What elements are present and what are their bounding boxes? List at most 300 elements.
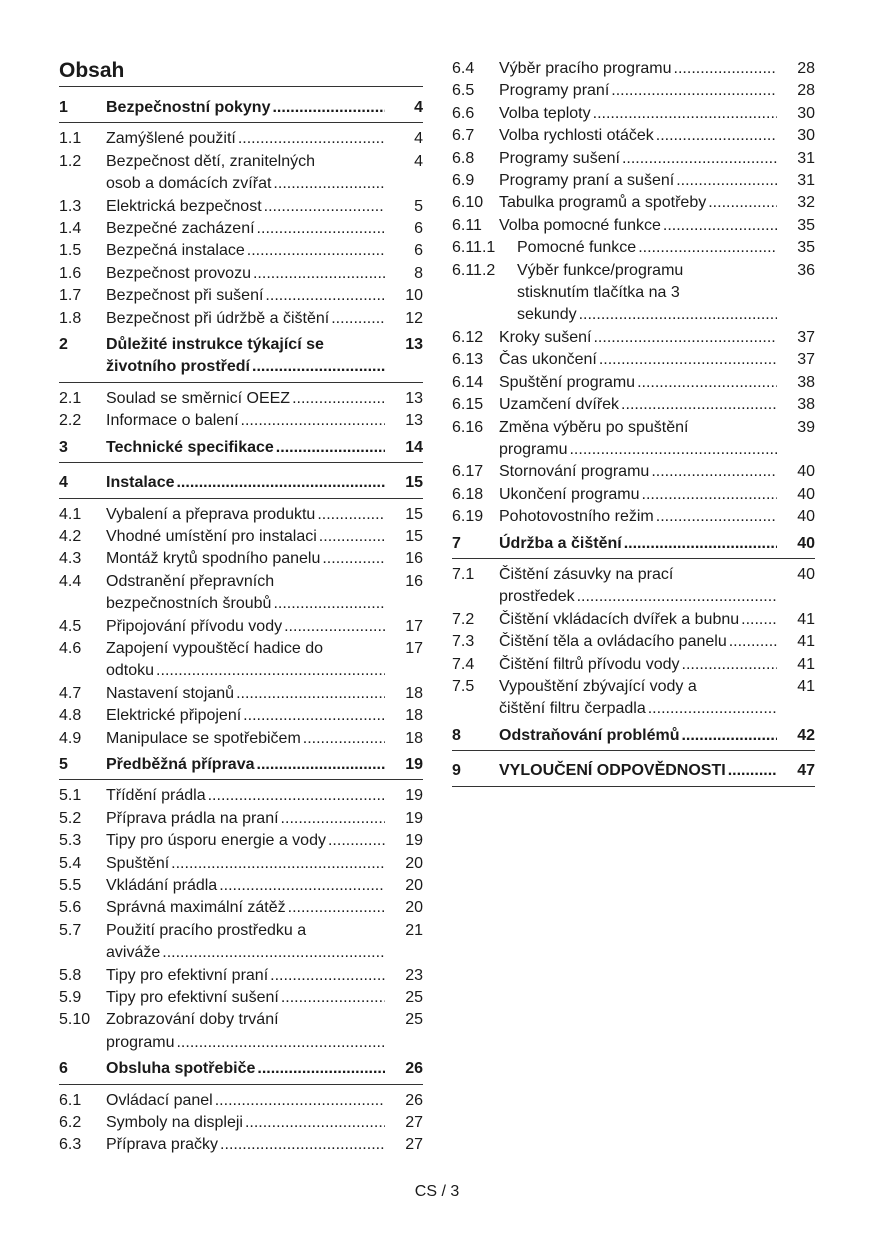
toc-entry-row[interactable] <box>59 875 423 897</box>
toc-entry-page: 21 <box>405 921 423 939</box>
toc-dot-leader <box>171 853 385 875</box>
toc-entry-title-line: aviváže <box>106 944 161 962</box>
toc-entry-number: 4.2 <box>59 527 82 545</box>
toc-entry-title <box>106 334 387 379</box>
toc-entry-page: 41 <box>797 633 815 651</box>
toc-entry-title-line: Výběr funkce/programu <box>517 261 684 279</box>
toc-dot-leader <box>288 897 385 919</box>
toc-entry-title <box>106 808 387 830</box>
toc-dot-leader <box>741 609 777 631</box>
toc-entry-number: 7.3 <box>452 633 475 651</box>
toc-entry-number: 5 <box>59 755 68 773</box>
toc-entry-row[interactable] <box>59 128 423 150</box>
toc-entry-row[interactable] <box>452 192 815 214</box>
toc-entry-row[interactable] <box>452 564 815 609</box>
toc-entry-title <box>106 1134 387 1156</box>
toc-entry-title-line: Bezpečné zacházení <box>106 220 255 238</box>
toc-entry-title <box>106 683 387 705</box>
toc-entry-number: 5.3 <box>59 832 82 850</box>
toc-section-row[interactable] <box>452 721 815 751</box>
toc-entry-title <box>106 285 387 307</box>
toc-entry-title <box>499 725 779 747</box>
toc-dot-leader <box>622 148 777 170</box>
toc-entry-title <box>499 170 779 192</box>
toc-entry-title-line: Tipy pro efektivní sušení <box>106 989 279 1007</box>
toc-entry-page: 40 <box>797 508 815 526</box>
toc-section-row[interactable] <box>59 1054 423 1084</box>
toc-entry-title <box>106 472 387 494</box>
toc-dot-leader <box>176 1032 385 1054</box>
toc-entry-number: 4.5 <box>59 617 82 635</box>
toc-entry-title-line: Pohotovostního režim <box>499 508 654 526</box>
toc-entry-number: 1.8 <box>59 309 82 327</box>
toc-entry-number: 5.10 <box>59 1011 91 1029</box>
toc-dot-leader <box>208 785 385 807</box>
toc-entry-title <box>106 754 387 776</box>
toc-section-row[interactable] <box>452 529 815 559</box>
toc-dot-leader <box>264 196 385 218</box>
toc-entry-page: 38 <box>797 396 815 414</box>
toc-entry-page: 5 <box>414 197 423 215</box>
toc-entry-row[interactable] <box>452 327 815 349</box>
toc-entry-row[interactable] <box>452 148 815 170</box>
toc-entry-page: 19 <box>405 755 423 773</box>
toc-entry-title-line: Ukončení programu <box>499 485 640 503</box>
toc-entry-row[interactable] <box>59 285 423 307</box>
toc-entry-page: 8 <box>414 264 423 282</box>
toc-entry-number: 6.15 <box>452 396 484 414</box>
toc-entry-title-line: Odstraňování problémů <box>499 726 680 744</box>
toc-entry-title-line: Tabulka programů a spotřeby <box>499 194 707 212</box>
toc-entry-row[interactable] <box>59 920 423 965</box>
toc-entry-row[interactable] <box>452 676 815 721</box>
toc-entry-page: 41 <box>797 677 815 695</box>
toc-entry-title-line: Čištění filtrů přívodu vody <box>499 655 680 673</box>
toc-entry-row[interactable] <box>452 461 815 483</box>
toc-entry-row[interactable] <box>59 808 423 830</box>
toc-entry-page: 13 <box>405 389 423 407</box>
toc-entry-title-line: Informace o balení <box>106 412 239 430</box>
toc-entry-number: 4.1 <box>59 505 82 523</box>
toc-entry-row[interactable] <box>452 260 815 327</box>
toc-entry-title-line: Manipulace se spotřebičem <box>106 729 301 747</box>
toc-dot-leader <box>281 987 385 1009</box>
toc-entry-row[interactable] <box>59 853 423 875</box>
toc-entry-title <box>106 240 387 262</box>
toc-entry-title-line: Programy sušení <box>499 149 620 167</box>
toc-dot-leader <box>656 125 777 147</box>
toc-entry-number: 7.5 <box>452 677 475 695</box>
toc-entry-title-line: Programy praní a sušení <box>499 172 675 190</box>
toc-entry-row[interactable] <box>59 571 423 616</box>
toc-entry-page: 13 <box>405 412 423 430</box>
toc-entry-title-line: Symboly na displeji <box>106 1114 243 1132</box>
toc-entry-title <box>106 853 387 875</box>
toc-entry-title <box>106 571 387 616</box>
toc-dot-leader <box>253 263 385 285</box>
toc-entry-title-line: Vkládání prádla <box>106 877 218 894</box>
toc-entry-number: 6.12 <box>452 328 484 346</box>
toc-entry-row[interactable] <box>59 987 423 1009</box>
toc-entry-number: 9 <box>452 762 461 780</box>
toc-entry-title <box>499 327 779 349</box>
toc-list-right <box>452 58 815 787</box>
toc-dot-leader <box>281 808 385 830</box>
toc-entry-page: 4 <box>414 152 423 170</box>
toc-dot-leader <box>270 965 385 987</box>
toc-entry-title <box>499 533 779 555</box>
toc-entry-title <box>499 372 779 394</box>
toc-dot-leader <box>728 760 777 782</box>
toc-entry-title-line: Čištění těla a ovládacího panelu <box>499 633 727 651</box>
toc-entry-page: 30 <box>797 104 815 122</box>
toc-entry-page: 10 <box>405 287 423 305</box>
toc-entry-number: 4.8 <box>59 707 82 725</box>
toc-entry-number: 7 <box>452 534 461 552</box>
toc-entry-title <box>106 987 387 1009</box>
toc-dot-leader <box>593 103 777 125</box>
toc-entry-title-line: Zamýšlené použití <box>106 130 236 148</box>
toc-dot-leader <box>708 192 777 214</box>
toc-entry-title <box>499 58 779 80</box>
toc-entry-title <box>499 80 779 102</box>
toc-entry-number: 6.11.2 <box>452 261 496 279</box>
toc-entry-page: 12 <box>405 309 423 327</box>
toc-entry-page: 6 <box>414 242 423 260</box>
toc-entry-row[interactable] <box>59 683 423 705</box>
toc-dot-leader <box>303 728 385 750</box>
toc-entry-page: 36 <box>797 261 815 279</box>
toc-entry-page: 18 <box>405 684 423 702</box>
toc-dot-leader <box>236 683 385 705</box>
toc-entry-row[interactable] <box>59 218 423 240</box>
toc-entry-title <box>499 125 779 147</box>
toc-entry-page: 16 <box>405 550 423 568</box>
toc-entry-row[interactable] <box>452 103 815 125</box>
toc-entry-title-line: Kroky sušení <box>499 328 592 346</box>
toc-entry-row[interactable] <box>452 170 815 192</box>
toc-entry-title <box>106 128 387 150</box>
toc-entry-number: 7.1 <box>452 565 475 583</box>
toc-dot-leader <box>322 548 385 570</box>
toc-entry-row[interactable] <box>452 417 815 462</box>
toc-entry-number: 4 <box>59 474 68 492</box>
toc-entry-page: 38 <box>797 373 815 391</box>
toc-entry-title-line: stisknutím tlačítka na 3 <box>517 284 680 302</box>
toc-dot-leader <box>257 1058 385 1080</box>
toc-entry-title-line: Elektrická bezpečnost <box>106 197 262 215</box>
toc-entry-number: 6.8 <box>452 149 475 167</box>
toc-entry-page: 16 <box>405 572 423 590</box>
toc-dot-leader <box>577 586 777 608</box>
toc-entry-title-line: Údržba a čištění <box>499 534 622 552</box>
toc-entry-page: 17 <box>405 617 423 635</box>
toc-entry-page: 25 <box>405 989 423 1007</box>
toc-entry-row[interactable] <box>452 125 815 147</box>
toc-dot-leader <box>579 304 777 326</box>
toc-dot-leader <box>663 215 777 237</box>
toc-dot-leader <box>284 616 385 638</box>
toc-entry-row[interactable] <box>59 830 423 852</box>
page-footer: CS / 3 <box>414 1183 460 1200</box>
toc-dot-leader <box>317 504 385 526</box>
toc-entry-number: 1.2 <box>59 152 82 170</box>
toc-entry-title-line: Vybalení a přeprava produktu <box>106 505 316 523</box>
toc-entry-row[interactable] <box>59 1134 423 1156</box>
toc-entry-title-line: Vhodné umístění pro instalaci <box>106 527 317 545</box>
toc-entry-row[interactable] <box>59 1090 423 1112</box>
toc-entry-row[interactable] <box>59 504 423 526</box>
toc-dot-leader <box>319 526 385 548</box>
toc-entry-title-line: Příprava pračky <box>106 1136 219 1154</box>
toc-entry-page: 30 <box>797 127 815 145</box>
toc-dot-leader <box>243 705 385 727</box>
toc-entry-number: 6.4 <box>452 60 475 77</box>
toc-entry-page: 40 <box>797 534 815 552</box>
toc-entry-page: 40 <box>797 485 815 503</box>
toc-entry-page: 25 <box>405 1011 423 1029</box>
toc-entry-page: 27 <box>405 1136 423 1154</box>
toc-entry-title-line: Volba rychlosti otáček <box>499 127 654 145</box>
toc-entry-page: 26 <box>405 1060 423 1078</box>
toc-entry-number: 5.6 <box>59 899 82 917</box>
toc-entry-page: 4 <box>414 130 423 148</box>
toc-dot-leader <box>156 660 385 682</box>
toc-entry-page: 40 <box>797 463 815 481</box>
toc-entry-number: 6.18 <box>452 485 484 503</box>
toc-entry-row[interactable] <box>59 151 423 196</box>
toc-dot-leader <box>238 128 385 150</box>
toc-entry-row[interactable] <box>59 1009 423 1054</box>
toc-entry-row[interactable] <box>452 372 815 394</box>
toc-entry-title-line: Obsluha spotřebiče <box>106 1060 256 1078</box>
toc-entry-row[interactable] <box>59 548 423 570</box>
toc-entry-title <box>106 437 387 459</box>
toc-entry-row[interactable] <box>452 349 815 371</box>
toc-entry-page: 35 <box>797 216 815 234</box>
toc-entry-number: 8 <box>452 726 461 744</box>
toc-entry-title-line: Bezpečnostní pokyny <box>106 99 271 116</box>
toc-entry-page: 41 <box>797 655 815 673</box>
toc-entry-title-line: Bezpečnost dětí, zranitelných <box>106 152 316 170</box>
toc-entry-row[interactable] <box>452 631 815 653</box>
toc-entry-number: 6.7 <box>452 127 475 145</box>
toc-entry-title-line: Zapojení vypouštěcí hadice do <box>106 639 324 657</box>
toc-entry-number: 7.4 <box>452 655 475 673</box>
toc-dot-leader <box>273 173 385 195</box>
toc-dot-leader <box>257 218 385 240</box>
toc-entry-row[interactable] <box>59 616 423 638</box>
toc-entry-title-line: Spuštění <box>106 854 170 872</box>
toc-entry-page: 17 <box>405 639 423 657</box>
toc-entry-title-line: Třídění prádla <box>106 787 206 805</box>
toc-entry-number: 6.13 <box>452 351 484 369</box>
toc-dot-leader <box>681 725 777 747</box>
toc-entry-page: 15 <box>405 474 423 492</box>
toc-section-row[interactable] <box>452 756 815 786</box>
toc-dot-leader <box>651 461 777 483</box>
toc-entry-row[interactable] <box>59 308 423 330</box>
toc-entry-page: 13 <box>405 336 423 354</box>
toc-entry-title-line: životního prostředí <box>106 358 250 376</box>
toc-entry-number: 6.16 <box>452 418 484 436</box>
toc-entry-title <box>106 97 387 119</box>
toc-dot-leader <box>176 472 385 494</box>
toc-list-left <box>59 93 423 1157</box>
toc-entry-title-line: odtoku <box>106 662 155 680</box>
toc-dot-leader <box>593 327 777 349</box>
toc-entry-title-line: Připojování přívodu vody <box>106 617 283 635</box>
toc-entry-title-line: Technické specifikace <box>106 438 274 456</box>
toc-entry-title <box>499 461 779 483</box>
toc-entry-number: 5.5 <box>59 877 82 894</box>
toc-entry-number: 2.1 <box>59 389 82 407</box>
toc-entry-title-line: Zobrazování doby trvání <box>106 1011 279 1029</box>
toc-entry-title-line: Čištění vkládacích dvířek a bubnu <box>499 610 740 628</box>
toc-entry-number: 4.7 <box>59 684 82 702</box>
toc-entry-page: 37 <box>797 328 815 346</box>
toc-entry-title <box>499 417 779 462</box>
toc-entry-page: 19 <box>405 832 423 850</box>
toc-entry-row[interactable] <box>59 388 423 410</box>
toc-entry-title-line: Bezpečnost při sušení <box>106 287 264 305</box>
toc-dot-leader <box>276 437 385 459</box>
toc-entry-title-line: Ovládací panel <box>106 1091 213 1109</box>
toc-entry-title-line: Správná maximální zátěž <box>106 899 286 917</box>
toc-entry-title <box>499 609 779 631</box>
toc-entry-title <box>106 728 387 750</box>
toc-entry-title <box>106 897 387 919</box>
toc-dot-leader <box>265 285 385 307</box>
toc-section-row[interactable] <box>59 433 423 463</box>
toc-entry-row[interactable] <box>59 728 423 750</box>
toc-entry-title-line: Čas ukončení <box>499 351 597 369</box>
toc-entry-title <box>106 785 387 807</box>
toc-entry-row[interactable] <box>59 705 423 727</box>
toc-entry-title <box>499 103 779 125</box>
toc-entry-title-line: Tipy pro úsporu energie a vody <box>106 832 326 850</box>
toc-dot-leader <box>676 170 777 192</box>
toc-entry-page: 35 <box>797 239 815 257</box>
toc-dot-leader <box>272 97 385 119</box>
toc-entry-title <box>499 394 779 416</box>
toc-entry-page: 19 <box>405 809 423 827</box>
toc-entry-number: 6.14 <box>452 373 484 391</box>
toc-entry-title-line: Volba teploty <box>499 104 591 122</box>
toc-column-right <box>452 58 815 792</box>
toc-entry-row[interactable] <box>59 638 423 683</box>
toc-entry-row[interactable] <box>452 237 815 259</box>
toc-entry-number: 4.3 <box>59 550 82 568</box>
toc-entry-row[interactable] <box>452 654 815 676</box>
toc-entry-row[interactable] <box>59 785 423 807</box>
toc-entry-number: 6 <box>59 1060 68 1078</box>
toc-section-row[interactable] <box>59 93 423 123</box>
toc-entry-row[interactable] <box>452 80 815 102</box>
toc-entry-page: 20 <box>405 877 423 894</box>
toc-entry-number: 1.7 <box>59 287 82 305</box>
toc-section-row[interactable] <box>59 330 423 383</box>
toc-entry-row[interactable] <box>59 897 423 919</box>
toc-entry-page: 37 <box>797 351 815 369</box>
toc-entry-row[interactable] <box>452 506 815 528</box>
toc-entry-row[interactable] <box>59 263 423 285</box>
toc-entry-title <box>499 760 779 782</box>
toc-entry-title <box>106 830 387 852</box>
toc-entry-row[interactable] <box>452 609 815 631</box>
toc-entry-title <box>106 504 387 526</box>
toc-dot-leader <box>247 240 385 262</box>
toc-entry-title-line: Příprava prádla na praní <box>106 809 279 827</box>
toc-entry-title-line: Předběžná příprava <box>106 755 255 773</box>
toc-entry-title-line: programu <box>106 1033 175 1051</box>
toc-entry-title-line: Uzamčení dvířek <box>499 396 620 414</box>
toc-entry-row[interactable] <box>59 240 423 262</box>
toc-dot-leader <box>656 506 777 528</box>
toc-entry-row[interactable] <box>452 58 815 80</box>
toc-entry-number: 6.10 <box>452 194 484 212</box>
toc-entry-title-line: čištění filtru čerpadla <box>499 700 646 718</box>
toc-entry-page: 40 <box>797 565 815 583</box>
toc-dot-leader <box>331 308 385 330</box>
toc-entry-row[interactable] <box>59 196 423 218</box>
toc-entry-number: 1 <box>59 99 68 116</box>
toc-entry-number: 7.2 <box>452 610 475 628</box>
toc-entry-title-line: Stornování programu <box>499 463 650 481</box>
toc-entry-row[interactable] <box>59 1112 423 1134</box>
toc-entry-title <box>106 388 387 410</box>
toc-entry-page: 20 <box>405 899 423 917</box>
toc-entry-title <box>106 1009 387 1054</box>
toc-entry-number: 3 <box>59 438 68 456</box>
toc-entry-title <box>106 151 387 196</box>
toc-entry-title <box>499 631 779 653</box>
toc-entry-title-line: Soulad se směrnicí OEEZ <box>106 389 291 407</box>
toc-entry-title-line: Pomocné funkce <box>517 239 637 257</box>
toc-entry-page: 23 <box>405 966 423 984</box>
toc-dot-leader <box>624 533 777 555</box>
toc-entry-row[interactable] <box>452 394 815 416</box>
toc-entry-title-line: Změna výběru po spuštění <box>499 418 689 436</box>
toc-section-row[interactable] <box>59 468 423 498</box>
toc-entry-title <box>106 705 387 727</box>
toc-entry-page: 6 <box>414 220 423 238</box>
toc-entry-row[interactable] <box>59 965 423 987</box>
toc-column-left <box>59 58 423 1157</box>
toc-entry-page: 19 <box>405 787 423 805</box>
toc-entry-row[interactable] <box>452 484 815 506</box>
toc-entry-number: 6.6 <box>452 104 475 122</box>
toc-entry-title <box>499 506 779 528</box>
toc-entry-row[interactable] <box>59 526 423 548</box>
toc-entry-row[interactable] <box>452 215 815 237</box>
toc-entry-title <box>517 260 779 327</box>
toc-entry-number: 6.17 <box>452 463 484 481</box>
toc-entry-title-line: bezpečnostních šroubů <box>106 595 272 613</box>
toc-section-row[interactable] <box>59 750 423 780</box>
toc-title: Obsah <box>59 58 423 87</box>
toc-entry-title <box>499 349 779 371</box>
toc-entry-number: 5.1 <box>59 787 82 805</box>
toc-entry-page: 14 <box>405 438 423 456</box>
toc-entry-title-line: programu <box>499 440 568 458</box>
toc-entry-title-line: Spuštění programu <box>499 373 636 391</box>
toc-entry-title-line: Důležité instrukce týkající se <box>106 336 324 354</box>
toc-entry-row[interactable] <box>59 410 423 432</box>
toc-dot-leader <box>682 654 777 676</box>
toc-entry-number: 5.8 <box>59 966 82 984</box>
toc-entry-title <box>106 875 387 897</box>
